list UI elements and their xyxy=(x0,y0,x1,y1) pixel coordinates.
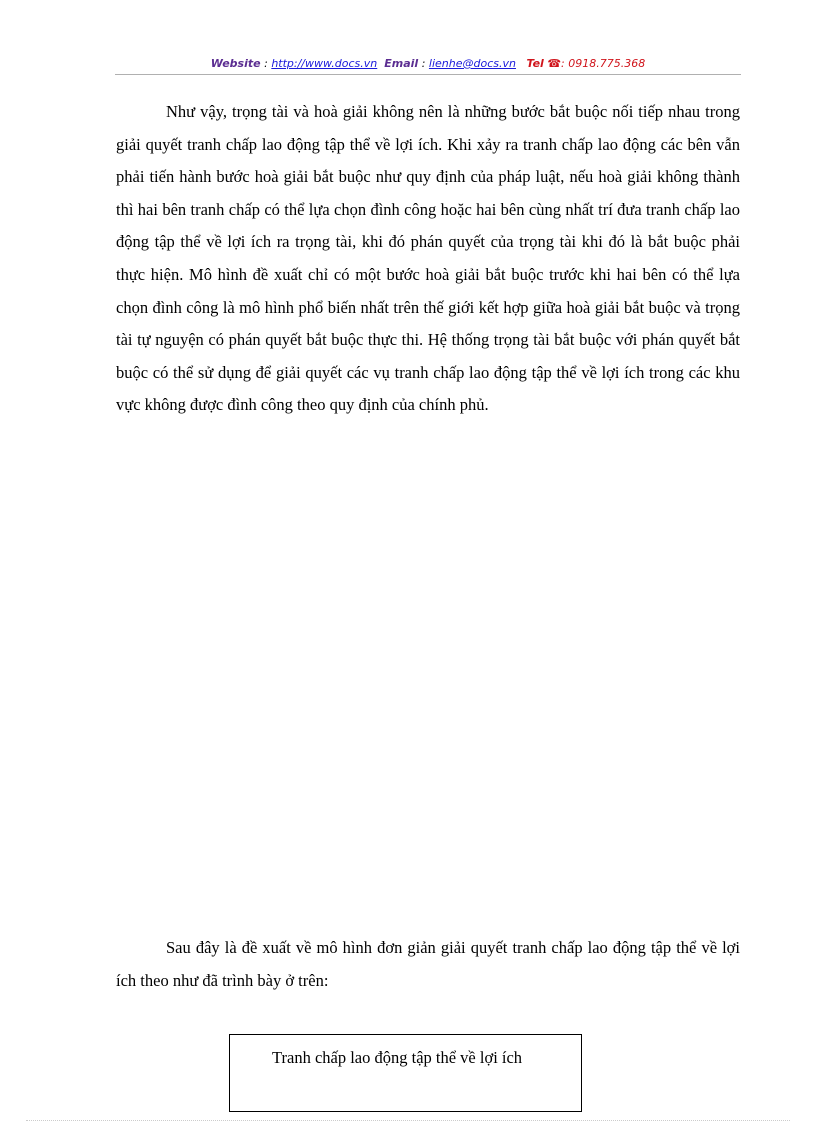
website-link[interactable]: http://www.docs.vn xyxy=(271,57,378,70)
body-paragraph-1: Như vậy, trọng tài và hoà giải không nên là những bước bắt buộc nối tiếp nhau trong giải quyết tranh chấp lao động tập thể về lợi ích. Khi xảy ra tranh chấp lao động các bên vẫn phải tiến hành bước hoà giải bắt buộc như quy định của pháp luật, nếu hoà giải không thành thì hai bên tranh chấp có thể lựa chọn đình công hoặc hai bên cùng nhất trí đưa tranh chấp lao động tập thể về lợi ích ra trọng tài, khi đó phán quyết của trọng tài khi đó là bắt buộc phải thực hiện. Mô hình đề xuất chỉ có một bước hoà giải bắt buộc trước khi hai bên có thể lựa chọn đình công là mô hình phổ biến nhất trên thế giới kết hợp giữa hoà giải bắt buộc và trọng tài tự nguyện có phán quyết bắt buộc thực thi. Hệ thống trọng tài bắt buộc với phán quyết bắt buộc có thể sử dụng để giải quyết các vụ tranh chấp lao động tập thể về lợi ích trong các khu vực không được đình công theo quy định của chính phủ. xyxy=(116,102,740,415)
phone-icon: ☎ xyxy=(547,57,562,70)
page-header xyxy=(115,56,741,74)
website-separator: : xyxy=(260,57,272,70)
diagram-box-label: Tranh chấp lao động tập thể về lợi ích xyxy=(272,1048,523,1067)
email-label: Email xyxy=(384,57,419,70)
header-divider xyxy=(115,74,741,75)
email-separator: : xyxy=(418,57,429,70)
email-link[interactable]: lienhe@docs.vn xyxy=(428,57,516,70)
diagram-box-dispute xyxy=(229,1034,582,1112)
page-bottom-border xyxy=(26,1120,790,1121)
body-paragraph-2: Sau đây là đề xuất về mô hình đơn giản giải quyết tranh chấp lao động tập thể về lợi ích theo như đã trình bày ở trên: xyxy=(116,938,740,990)
tel-label: Tel xyxy=(526,57,544,70)
website-label: Website xyxy=(210,57,261,70)
phone-number: : 0918.775.368 xyxy=(561,57,646,70)
